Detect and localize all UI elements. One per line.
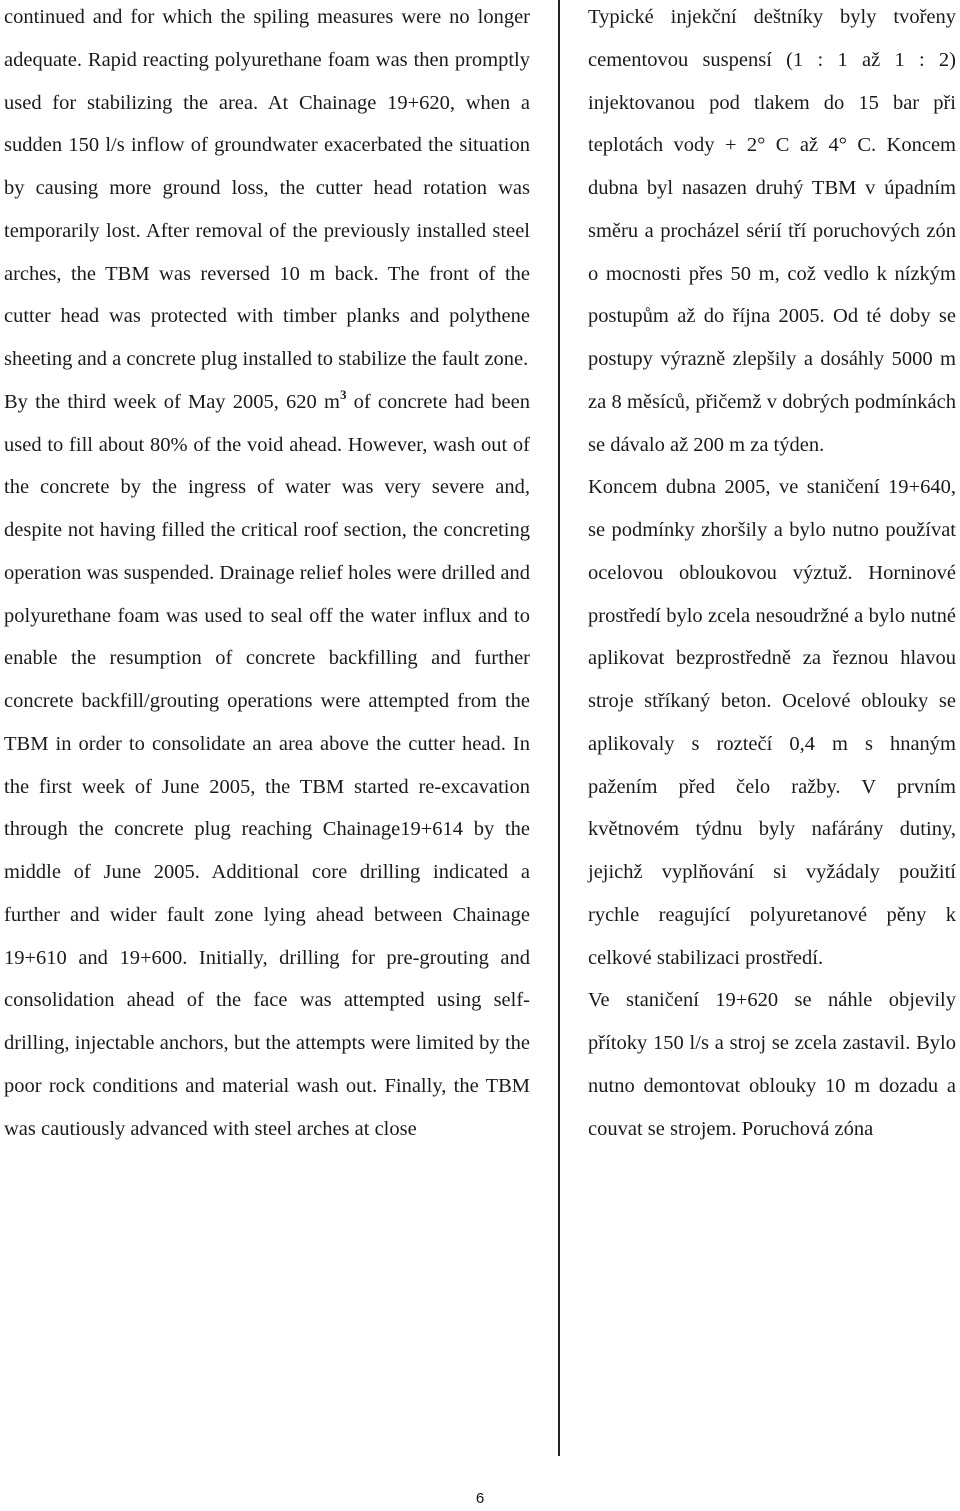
english-paragraph-2-rest: of concrete had been used to fill about 80% of the void ahead. However, wash out of the concrete by the ingress of water was very severe and, despite not having filled the critical roof section, the concreting operation was suspended. Drainage relief holes were drilled and polyurethane foam was used to seal off the water influx and to enable the resumption of concrete backfilling and further concrete backfill/grouting operations were attempted from the TBM in order to consolidate an area above the cutter head. In the first week of June 2005, the TBM started re-excavation through the concrete plug reaching Chainage19+614 by the middle of June 2005. Additional core drilling indicated a further and wider fault zone lying ahead between Chainage 19+610 and 19+600. Initially, drilling for pre-grouting and consolidation ahead of the face was attempted using self-drilling, injectable anchors, but the attempts were limited by the poor rock conditions and material wash out. Finally, the TBM was cautiously advanced with steel arches at close <box>4 390 530 1140</box>
czech-paragraph-1: Typické injekční deštníky byly tvořeny cementovou suspensí (1 : 1 až 1 : 2) injektovanou pod tlakem do 15 bar při teplotách vody + 2° C až 4° C. Koncem dubna byl nasazen druhý TBM v úpadním směru a procházel sérií tří poruchových zón o mocnosti přes 50 m, což vedlo k nízkým postupům až do října 2005. Od té doby se postupy výrazně zlepšily a dosáhly 5000 m za 8 měsíců, přičemž v dobrých podmínkách se dávalo až 200 m za týden. <box>588 6 956 456</box>
czech-column <box>588 0 956 1150</box>
english-paragraph-2 <box>4 381 530 1151</box>
english-paragraph-2-start: By the third week of May 2005, 620 m <box>4 390 340 413</box>
english-paragraph-1: continued and for which the spiling measures were no longer adequate. Rapid reacting polyurethane foam was then promptly used for stabilizing the area. At Chainage 19+620, when a sudden 150 l/s inflow of groundwater exacerbated the situation by causing more ground loss, the cutter head rotation was temporarily lost. After removal of the previously installed steel arches, the TBM was reversed 10 m back. The front of the cutter head was protected with timber planks and polythene sheeting and a concrete plug installed to stabilize the fault zone. <box>4 6 530 370</box>
czech-paragraph-3: Ve staničení 19+620 se náhle objevily přítoky 150 l/s a stroj se zcela zastavil. Bylo nutno demontovat oblouky 10 m dozadu a couvat se strojem. Poruchová zóna <box>588 989 956 1140</box>
english-column <box>4 0 530 1150</box>
cubic-superscript: 3 <box>339 386 347 402</box>
column-divider <box>558 0 560 1456</box>
page-number: 6 <box>475 1490 485 1507</box>
czech-paragraph-2: Koncem dubna 2005, ve staničení 19+640, se podmínky zhoršily a bylo nutno používat ocelovou obloukovou výztuž. Horninové prostředí bylo zcela nesoudržné a bylo nutné aplikovat bezprostředně za řeznou hlavou stroje stříkaný beton. Ocelové oblouky se aplikovaly s roztečí 0,4 m s hnaným pažením před čelo ražby. V prvním květnovém týdnu byly nafárány dutiny, jejichž vyplňování si vyžádaly použití rychle reagující polyuretanové pěny k celkové stabilizaci prostředí. <box>588 476 956 969</box>
